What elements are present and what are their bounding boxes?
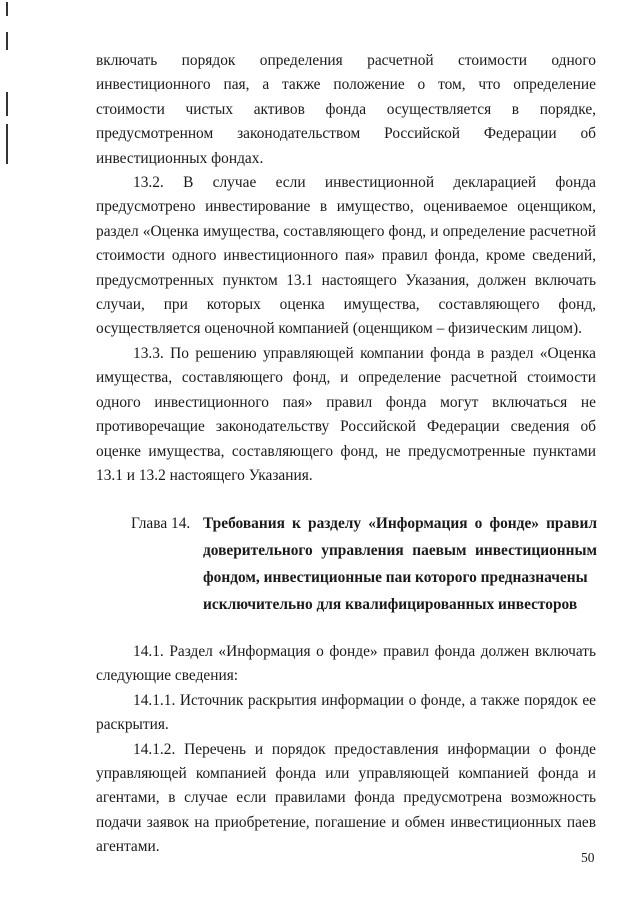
scan-artifact: [6, 2, 8, 16]
text-block-section-13: [96, 49, 596, 488]
chapter-title-last-line: исключительно для квалифицированных инвесторов: [203, 596, 578, 613]
scan-artifact: [6, 92, 8, 116]
paragraph-14-1: 14.1. Раздел «Информация о фонде» правил фонда должен включать следующие сведения:: [96, 643, 596, 685]
scan-artifact: [6, 32, 8, 50]
chapter-title: [203, 510, 597, 618]
chapter-title-text: Требования к разделу «Информация о фонде» правил доверительного управления паевым инвестиционным фондом, инвестиционные паи которого предназначены: [203, 515, 597, 586]
paragraph-14-1-2: 14.1.2. Перечень и порядок предоставления информации о фонде управляющей компанией фонда или управляющей компанией фонда и агентами, в случае если правилами фонда предусмотрена возможность подачи заявок на приобретение, погашение и обмен инвестиционных паев агентами.: [96, 740, 596, 856]
paragraph-13-2: 13.2. В случае если инвестиционной декларацией фонда предусмотрено инвестирование в имущество, оцениваемое оценщиком, раздел «Оценка имущества, составляющего фонд, и определение расчетной стоимости одного инвестиционного пая» правил фонда, кроме сведений, предусмотренных пунктом 13.1 настоящего Указания, должен включать случаи, при которых оценка имущества, составляющего фонд, осуществляется оценочной компанией (оценщиком – физическим лицом).: [96, 174, 596, 338]
paragraph-13-1-continuation: включать порядок определения расчетной стоимости одного инвестиционного пая, а также положение о том, что определение стоимости чистых активов фонда осуществляется в порядке, предусмотренном законодательством Российской Федерации об инвестиционных фондах.: [96, 52, 596, 167]
page-number: 50: [581, 850, 595, 865]
paragraph-14-1-1: 14.1.1. Источник раскрытия информации о фонде, а также порядок ее раскрытия.: [96, 691, 596, 734]
chapter-label: Глава 14.: [131, 515, 191, 532]
paragraph-13-3: 13.3. По решению управляющей компании фонда в раздел «Оценка имущества, составляющего фонд, и определение расчетной стоимости одного инвестиционного пая» правил фонда могут включаться не противоречащие законодательству Российской Федерации сведения об оценке имущества, составляющего фонд, не предусмотренные пунктами 13.1 и 13.2 настоящего Указания.: [96, 344, 596, 484]
text-block-section-14: [96, 640, 596, 860]
scan-artifact: [6, 124, 8, 164]
